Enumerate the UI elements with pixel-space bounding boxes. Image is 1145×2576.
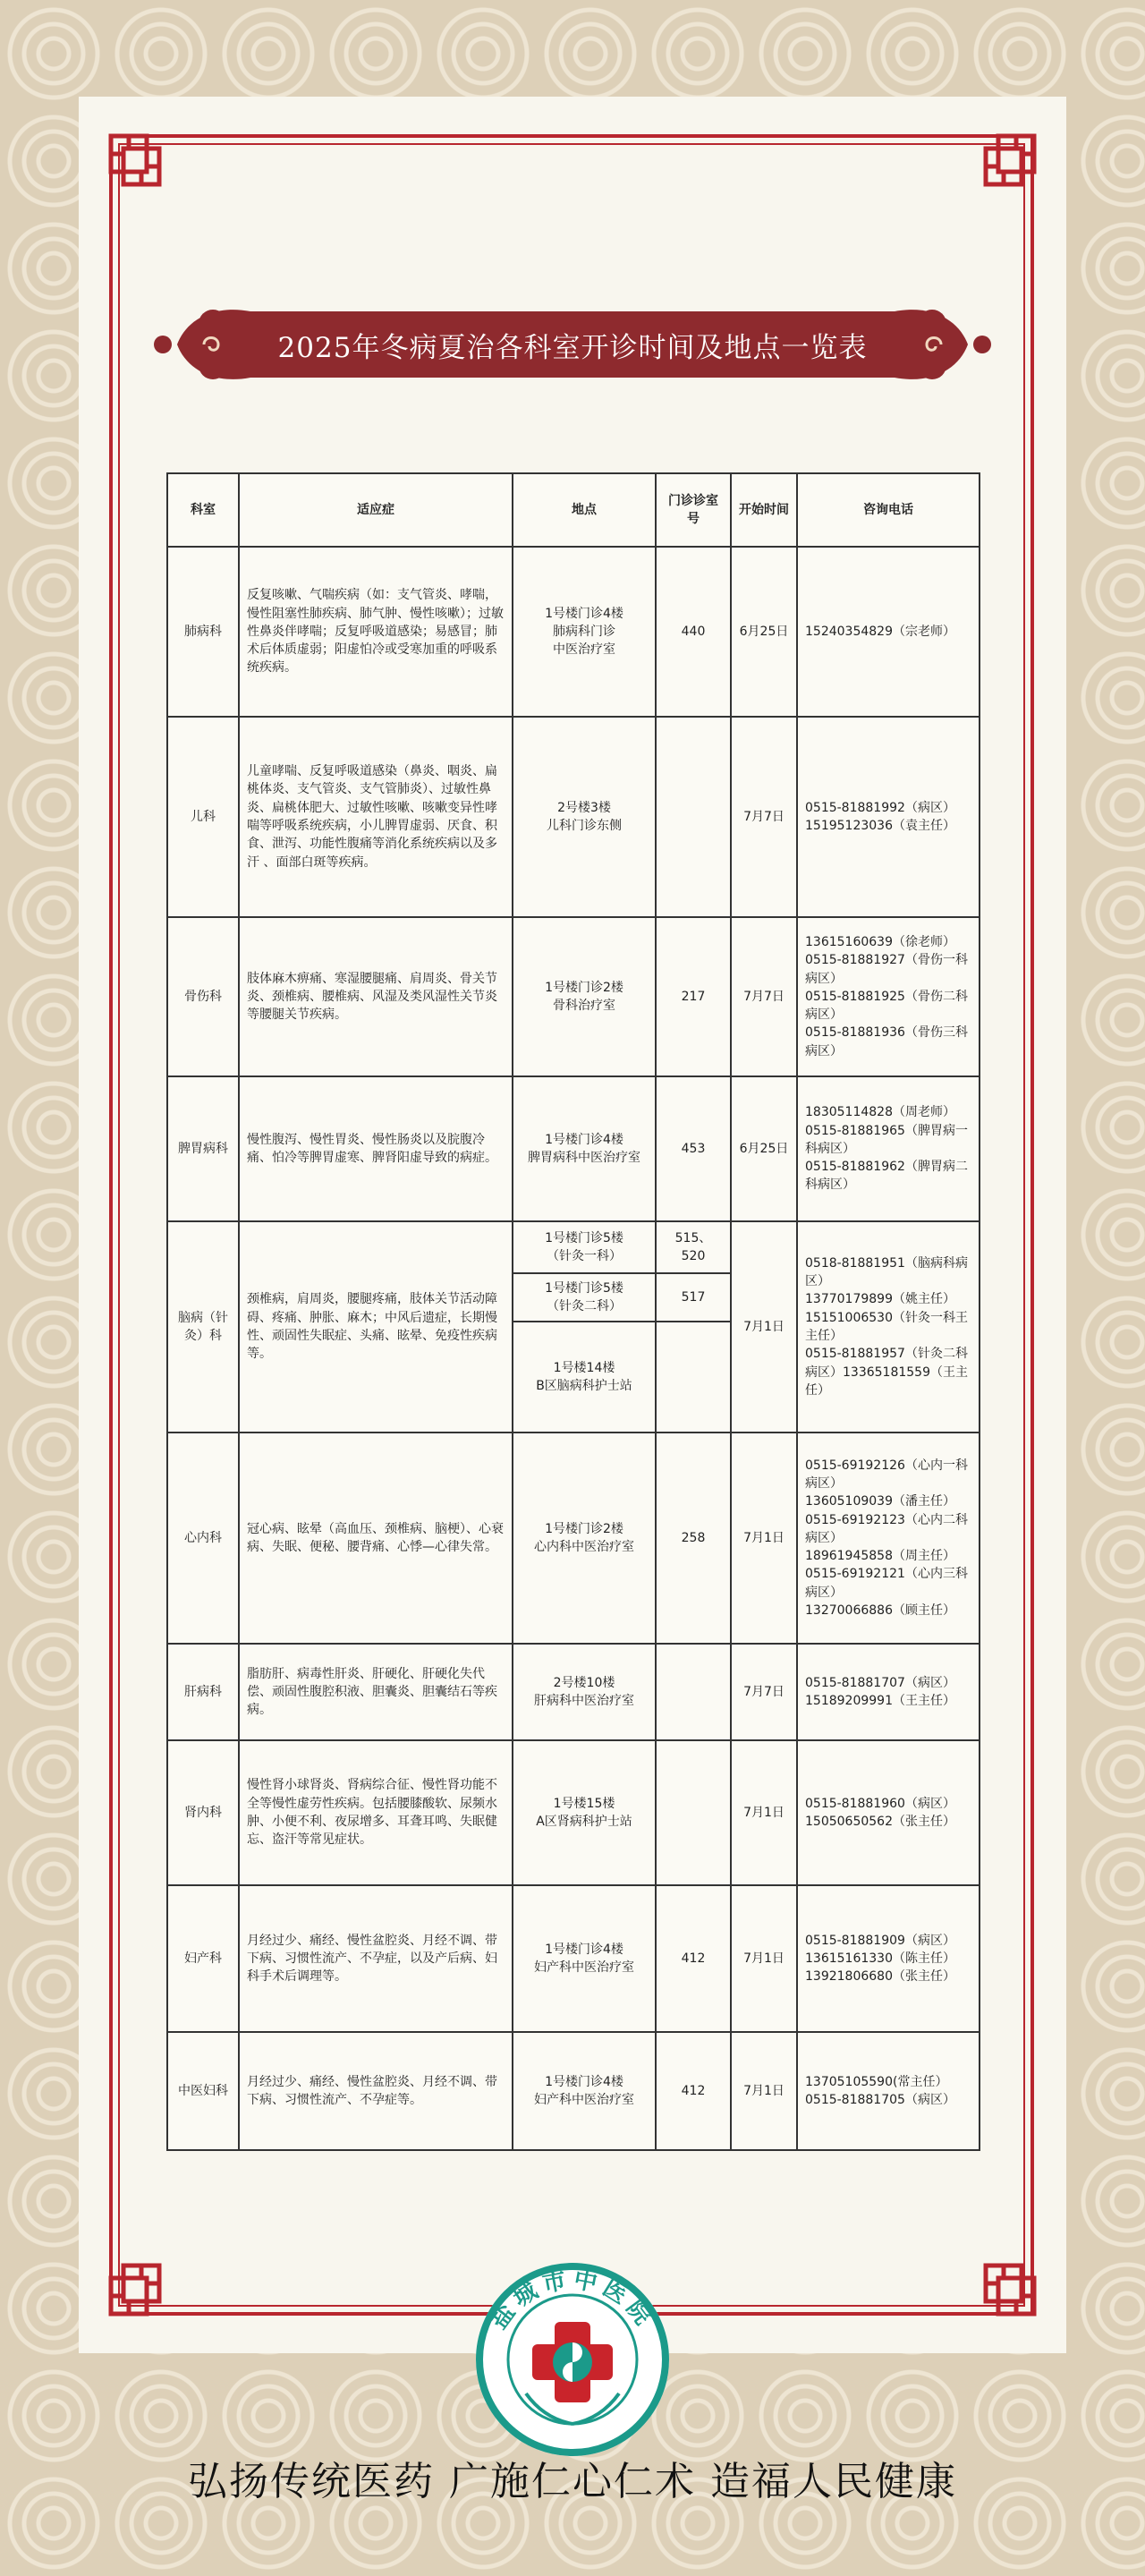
dept-cell: 脾胃病科 bbox=[167, 1076, 239, 1221]
phone-cell: 0515-81881909（病区） 13615161330（陈主任） 13921806680（张主任） bbox=[797, 1885, 980, 2032]
column-header-phone: 咨询电话 bbox=[797, 473, 980, 547]
page-title: 2025年冬病夏治各科室开诊时间及地点一览表 bbox=[277, 331, 868, 364]
indication-cell: 肢体麻木痹痛、寒湿腰腿痛、肩周炎、骨关节炎、颈椎病、腰椎病、风湿及类风湿性关节炎等腰腿关节疾病。 bbox=[239, 917, 513, 1076]
room-cell bbox=[656, 1322, 731, 1433]
phone-cell: 13705105590(常主任） 0515-81881705（病区） bbox=[797, 2032, 980, 2150]
table-row bbox=[167, 1644, 980, 1740]
start-cell: 7月1日 bbox=[731, 1433, 797, 1644]
table-row bbox=[167, 1433, 980, 1644]
start-cell: 7月1日 bbox=[731, 1221, 797, 1433]
indication-cell: 儿童哮喘、反复呼吸道感染（鼻炎、咽炎、扁桃体炎、支气管炎、支气管肺炎）、过敏性鼻炎、扁桃体肥大、过敏性咳嗽、咳嗽变异性哮喘等呼吸系统疾病，小儿脾胃虚弱、厌食、积食、泄泻、功能性腹痛等消化系统疾病以及多汗 、面部白斑等疾病。 bbox=[239, 717, 513, 917]
phone-cell: 13615160639（徐老师） 0515-81881927（骨伤一科病区） 0515-81881925（骨伤二科病区） 0515-81881936（骨伤三科病区） bbox=[797, 917, 980, 1076]
start-cell: 7月1日 bbox=[731, 2032, 797, 2150]
dept-cell: 肝病科 bbox=[167, 1644, 239, 1740]
location-cell: 1号楼门诊2楼 骨科治疗室 bbox=[513, 917, 656, 1076]
room-cell: 217 bbox=[656, 917, 731, 1076]
phone-cell: 0515-81881707（病区） 15189209991（王主任） bbox=[797, 1644, 980, 1740]
room-cell bbox=[656, 1644, 731, 1740]
room-cell: 515、520 bbox=[656, 1221, 731, 1273]
corner-knot-icon bbox=[973, 131, 1039, 197]
indication-cell: 月经过少、痛经、慢性盆腔炎、月经不调、带下病、习惯性流产、不孕症，以及产后病、妇科手术后调理等。 bbox=[239, 1885, 513, 2032]
table-row bbox=[167, 2032, 980, 2150]
corner-knot-icon bbox=[106, 2253, 172, 2319]
table-header-row bbox=[167, 473, 980, 547]
room-cell: 258 bbox=[656, 1433, 731, 1644]
location-cell: 1号楼15楼 A区肾病科护士站 bbox=[513, 1740, 656, 1885]
location-cell: 1号楼门诊4楼 脾胃病科中医治疗室 bbox=[513, 1076, 656, 1221]
slogan: 弘扬传统医药 广施仁心仁术 造福人民健康 bbox=[188, 2459, 957, 2504]
table-row bbox=[167, 547, 980, 717]
dept-cell: 妇产科 bbox=[167, 1885, 239, 2032]
table-row bbox=[167, 717, 980, 917]
schedule-table bbox=[166, 472, 980, 2151]
column-header-start: 开始时间 bbox=[731, 473, 797, 547]
logo-arc-text bbox=[472, 2259, 673, 2460]
start-cell: 7月7日 bbox=[731, 1644, 797, 1740]
room-cell: 412 bbox=[656, 2032, 731, 2150]
indication-cell: 冠心病、眩晕（高血压、颈椎病、脑梗）、心衰病、失眠、便秘、腰背痛、心悸—心律失常。 bbox=[239, 1433, 513, 1644]
start-cell: 7月7日 bbox=[731, 917, 797, 1076]
table-row bbox=[167, 1076, 980, 1221]
table-row bbox=[167, 1740, 980, 1885]
phone-cell: 0515-81881992（病区） 15195123036（袁主任） bbox=[797, 717, 980, 917]
dept-cell: 肾内科 bbox=[167, 1740, 239, 1885]
table-row bbox=[167, 917, 980, 1076]
room-cell: 440 bbox=[656, 547, 731, 717]
svg-text:盐城市中医院: 盐城市中医院 bbox=[485, 2266, 660, 2334]
corner-knot-icon bbox=[106, 131, 172, 197]
indication-cell: 脂肪肝、病毒性肝炎、肝硬化、肝硬化失代偿、顽固性腹腔积液、胆囊炎、胆囊结石等疾病。 bbox=[239, 1644, 513, 1740]
location-cell: 1号楼门诊4楼 妇产科中医治疗室 bbox=[513, 2032, 656, 2150]
room-cell bbox=[656, 717, 731, 917]
room-cell bbox=[656, 1740, 731, 1885]
dept-cell: 心内科 bbox=[167, 1433, 239, 1644]
table-row bbox=[167, 1221, 980, 1273]
start-cell: 6月25日 bbox=[731, 547, 797, 717]
location-cell: 1号楼14楼 B区脑病科护士站 bbox=[513, 1322, 656, 1433]
table-row bbox=[167, 1885, 980, 2032]
room-cell: 517 bbox=[656, 1273, 731, 1322]
phone-cell: 0515-69192126（心内一科病区） 13605109039（潘主任） 0515-69192123（心内二科病区） 18961945858（周主任） 0515-69192121（心内三科病区） 13270066886（顾主任） bbox=[797, 1433, 980, 1644]
start-cell: 6月25日 bbox=[731, 1076, 797, 1221]
location-cell: 2号楼3楼 儿科门诊东侧 bbox=[513, 717, 656, 917]
location-cell: 1号楼门诊4楼 肺病科门诊 中医治疗室 bbox=[513, 547, 656, 717]
indication-cell: 颈椎病，肩周炎，腰腿疼痛，肢体关节活动障碍、疼痛、肿胀、麻木；中风后遗症，长期慢性、顽固性失眠症、头痛、眩晕、免疫性疾病等。 bbox=[239, 1221, 513, 1433]
dept-cell: 脑病（针灸）科 bbox=[167, 1221, 239, 1433]
dept-cell: 儿科 bbox=[167, 717, 239, 917]
phone-cell: 18305114828（周老师） 0515-81881965（脾胃病一科病区） 0515-81881962（脾胃病二科病区） bbox=[797, 1076, 980, 1221]
phone-cell: 0518-81881951（脑病科病区） 13770179899（姚主任） 15151006530（针灸一科王主任） 0515-81881957（针灸二科病区）13365181559（王主任） bbox=[797, 1221, 980, 1433]
location-cell: 2号楼10楼 肝病科中医治疗室 bbox=[513, 1644, 656, 1740]
phone-cell: 0515-81881960（病区） 15050650562（张主任） bbox=[797, 1740, 980, 1885]
location-cell: 1号楼门诊5楼 （针灸一科） bbox=[513, 1221, 656, 1273]
location-cell: 1号楼门诊4楼 妇产科中医治疗室 bbox=[513, 1885, 656, 2032]
indication-cell: 慢性腹泻、慢性胃炎、慢性肠炎以及脘腹冷痛、怕冷等脾胃虚寒、脾肾阳虚导致的病症。 bbox=[239, 1076, 513, 1221]
column-header-room: 门诊诊室号 bbox=[656, 473, 731, 547]
location-cell: 1号楼门诊5楼 （针灸二科） bbox=[513, 1273, 656, 1322]
room-cell: 412 bbox=[656, 1885, 731, 2032]
indication-cell: 反复咳嗽、气喘疾病（如：支气管炎、哮喘，慢性阻塞性肺疾病、肺气肿、慢性咳嗽）；过敏性鼻炎伴哮喘；反复呼吸道感染；易感冒；肺术后体质虚弱；阳虚怕冷或受寒加重的呼吸系统疾病。 bbox=[239, 547, 513, 717]
dept-cell: 中医妇科 bbox=[167, 2032, 239, 2150]
start-cell: 7月7日 bbox=[731, 717, 797, 917]
start-cell: 7月1日 bbox=[731, 1885, 797, 2032]
dept-cell: 肺病科 bbox=[167, 547, 239, 717]
column-header-indication: 适应症 bbox=[239, 473, 513, 547]
location-cell: 1号楼门诊2楼 心内科中医治疗室 bbox=[513, 1433, 656, 1644]
dept-cell: 骨伤科 bbox=[167, 917, 239, 1076]
phone-cell: 15240354829（宗老师） bbox=[797, 547, 980, 717]
indication-cell: 月经过少、痛经、慢性盆腔炎、月经不调、带下病、习惯性流产、不孕症等。 bbox=[239, 2032, 513, 2150]
indication-cell: 慢性肾小球肾炎、肾病综合征、慢性肾功能不全等慢性虚劳性疾病。包括腰膝酸软、尿频水肿、小便不利、夜尿增多、耳聋耳鸣、失眠健忘、盗汗等常见症状。 bbox=[239, 1740, 513, 1885]
corner-knot-icon bbox=[973, 2253, 1039, 2319]
start-cell: 7月1日 bbox=[731, 1740, 797, 1885]
column-header-dept: 科室 bbox=[167, 473, 239, 547]
room-cell: 453 bbox=[656, 1076, 731, 1221]
column-header-location: 地点 bbox=[513, 473, 656, 547]
